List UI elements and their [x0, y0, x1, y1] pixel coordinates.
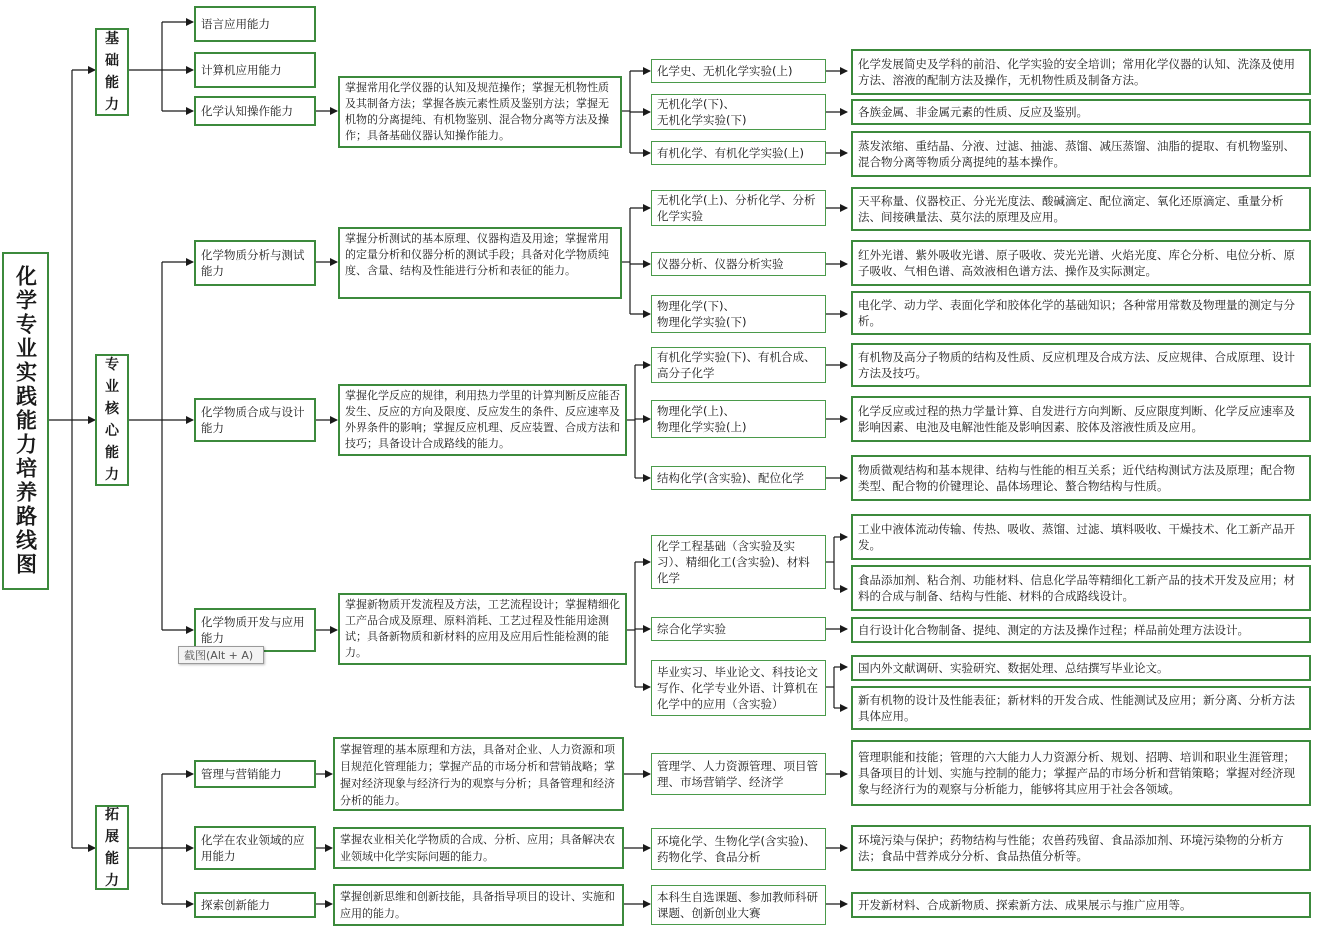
course-c3-text: 有机化学、有机化学实验(上) [657, 146, 804, 160]
content-d13-text: 国内外文献调研、实验研究、数据处理、总结撰写毕业论文。 [858, 661, 1169, 675]
goal-synthesis [338, 384, 627, 456]
content-d17-text: 开发新材料、合成新物质、探索新方法、成果展示与推广应用等。 [858, 898, 1192, 912]
content-d17 [851, 892, 1311, 918]
content-d6-text: 电化学、动力学、表面化学和胶体化学的基础知识；各种常用常数及物理量的测定与分析。 [858, 298, 1295, 328]
content-d14 [851, 686, 1311, 730]
course-c14-text: 环境化学、生物化学(含实验)、药物化学、食品分析 [657, 834, 816, 864]
diagram-title [2, 252, 49, 590]
ability-innov [194, 892, 316, 918]
ability-lang [194, 6, 316, 42]
course-c8-text: 物理化学(上)、 物理化学实验(上) [657, 404, 747, 434]
goal-develop-text: 掌握新物质开发流程及方法，工艺流程设计；掌握精细化工产品合成及原理、原料消耗、工艺过程及性能用途测试；具备新物质和新材料的应用及应用后性能检测的能力。 [345, 598, 620, 659]
level1-ext-label: 拓展能力 [105, 806, 119, 889]
course-c11-text: 综合化学实验 [657, 622, 726, 636]
course-c12 [651, 660, 826, 716]
course-c13 [651, 753, 826, 795]
level1-core-label: 专业核心能力 [105, 357, 119, 483]
content-d15-text: 管理职能和技能；管理的六大能力人力资源分析、规划、招聘、培训和职业生涯管理；具备项目的计划、实施与控制的能力；掌握产品的市场分析和营销策略；掌握对经济现象与经济行为的观察与分析能力，能够将其应用于社会各领域。 [858, 750, 1295, 796]
ability-lang-label: 语言应用能力 [201, 17, 270, 31]
diagram-title-text: 化学专业实践能力培养路线图 [13, 265, 38, 577]
course-c1 [651, 59, 826, 83]
ability-analysis-label: 化学物质分析与测试能力 [201, 248, 305, 278]
course-c9-text: 结构化学(含实验)、配位化学 [657, 471, 804, 485]
course-c4-text: 无机化学(上)、分析化学、分析化学实验 [657, 193, 816, 223]
goal-develop [338, 593, 627, 665]
course-c3 [651, 141, 826, 165]
course-c7 [651, 347, 826, 383]
course-c5-text: 仪器分析、仪器分析实验 [657, 257, 784, 271]
course-c8 [651, 400, 826, 438]
content-d13 [851, 655, 1311, 681]
course-c12-text: 毕业实习、毕业论文、科技论文写作、化学专业外语、计算机在化学中的应用（含实验） [657, 665, 818, 711]
content-d16-text: 环境污染与保护；药物结构与性能；农兽药残留、食品添加剂、环境污染物的分析方法；食品中营养成分分析、食品热值分析等。 [858, 833, 1284, 863]
content-d2 [851, 99, 1311, 125]
goal-innov [333, 884, 624, 926]
content-d5-text: 红外光谱、紫外吸收光谱、原子吸收、荧光光谱、火焰光度、库仑分析、电位分析、原子吸收、气相色谱、高效液相色谱方法、操作及实际测定。 [858, 248, 1295, 278]
content-d11-text: 食品添加剂、粘合剂、功能材料、信息化学品等精细化工新产品的技术开发及应用；材料的合成与制备、结构与性能、材料的合成路线设计。 [858, 573, 1295, 603]
ability-develop-label: 化学物质开发与应用能力 [201, 615, 305, 645]
goal-analysis-text: 掌握分析测试的基本原理、仪器构造及用途；掌握常用的定量分析和仪器分析的测试手段；具备对化学物质纯度、含量、结构及性能进行分析和表征的能力。 [345, 232, 609, 277]
ability-synthesis-label: 化学物质合成与设计能力 [201, 405, 305, 435]
course-c14 [651, 828, 826, 870]
content-d1-text: 化学发展简史及学科的前沿、化学实验的安全培训；常用化学仪器的认知、洗涤及使用方法、溶液的配制方法及操作，无机物性质及制备方法。 [858, 57, 1295, 87]
ability-operate [194, 96, 316, 126]
level1-core [95, 354, 129, 486]
content-d10 [851, 514, 1311, 560]
content-d1 [851, 49, 1311, 95]
content-d16 [851, 825, 1311, 871]
goal-agri [333, 827, 624, 869]
course-c9 [651, 466, 826, 490]
ability-analysis [194, 240, 316, 286]
ability-innov-label: 探索创新能力 [201, 898, 270, 912]
ability-computer-label: 计算机应用能力 [201, 63, 282, 77]
content-d8 [851, 396, 1311, 442]
content-d7 [851, 343, 1311, 387]
ability-synthesis [194, 398, 316, 442]
course-c2 [651, 94, 826, 130]
content-d12 [851, 617, 1311, 643]
content-d11 [851, 565, 1311, 611]
goal-synthesis-text: 掌握化学反应的规律，利用热力学里的计算判断反应能否发生、反应的方向及限度、反应发生的条件、反应速率及外界条件的影响；掌握反应机理、反应装置、合成方法和技巧；具备设计合成路线的能力。 [345, 389, 620, 450]
course-c2-text: 无机化学(下)、 无机化学实验(下) [657, 97, 747, 127]
content-d7-text: 有机物及高分子物质的结构及性质、反应机理及合成方法、反应规律、合成原理、设计方法及技巧。 [858, 350, 1295, 380]
goal-operate-text: 掌握常用化学仪器的认知及规范操作；掌握无机物性质及其制备方法；掌握各族元素性质及鉴别方法；掌握无机物的分离提纯、有机物鉴别、混合物分离等方法及操作；具备基础仪器认知操作能力。 [345, 81, 609, 142]
course-c5 [651, 252, 826, 276]
goal-operate [338, 76, 622, 148]
content-d12-text: 自行设计化合物制备、提纯、测定的方法及操作过程；样品前处理方法设计。 [858, 623, 1249, 637]
level1-ext [95, 805, 129, 890]
goal-manage [333, 737, 624, 811]
content-d6 [851, 291, 1311, 335]
level1-basic-label: 基础能力 [105, 31, 119, 113]
course-c10 [651, 535, 826, 589]
content-d10-text: 工业中液体流动传输、传热、吸收、蒸馏、过滤、填料吸收、干燥技术、化工新产品开发。 [858, 522, 1295, 552]
goal-analysis [338, 227, 622, 299]
ability-agri [194, 826, 316, 870]
course-c6-text: 物理化学(下)、 物理化学实验(下) [657, 299, 747, 329]
course-c4 [651, 190, 826, 226]
goal-manage-text: 掌握管理的基本原理和方法，具备对企业、人力资源和项目规范化管理能力；掌握产品的市场分析和营销战略；掌握对经济现象与经济行为的观察与分析；具备管理和经济分析的能力。 [340, 743, 615, 807]
course-c11 [651, 617, 826, 641]
content-d4 [851, 187, 1311, 231]
course-c15 [651, 885, 826, 925]
content-d2-text: 各族金属、非金属元素的性质、反应及鉴别。 [858, 105, 1088, 119]
content-d14-text: 新有机物的设计及性能表征；新材料的开发合成、性能测试及应用；新分离、分析方法具体应用。 [858, 693, 1295, 723]
screenshot-tooltip-text: 截图(Alt + A) [184, 649, 254, 662]
ability-agri-label: 化学在农业领域的应用能力 [201, 833, 305, 863]
content-d4-text: 天平称量、仪器校正、分光光度法、酸碱滴定、配位滴定、氧化还原滴定、重量分析法、间接碘量法、莫尔法的原理及应用。 [858, 194, 1284, 224]
course-c6 [651, 295, 826, 333]
course-c1-text: 化学史、无机化学实验(上) [657, 64, 793, 78]
course-c10-text: 化学工程基础（含实验及实习）、精细化工(含实验)、材料化学 [657, 539, 810, 585]
course-c13-text: 管理学、人力资源管理、项目管理、市场营销学、经济学 [657, 759, 818, 789]
goal-innov-text: 掌握创新思维和创新技能，具备指导项目的设计、实施和应用的能力。 [340, 890, 615, 920]
ability-manage-label: 管理与营销能力 [201, 767, 282, 781]
ability-manage [194, 760, 316, 788]
goal-agri-text: 掌握农业相关化学物质的合成、分析、应用；具备解决农业领域中化学实际问题的能力。 [340, 833, 615, 863]
ability-computer [194, 52, 316, 88]
course-c7-text: 有机化学实验(下)、有机合成、高分子化学 [657, 350, 816, 380]
content-d9 [851, 455, 1311, 501]
content-d3-text: 蒸发浓缩、重结晶、分液、过滤、抽滤、蒸馏、减压蒸馏、油脂的提取、有机物鉴别、混合物分离等物质分离提纯的基本操作。 [858, 139, 1295, 169]
course-c15-text: 本科生自选课题、参加教师科研课题、创新创业大赛 [657, 890, 818, 920]
content-d5 [851, 240, 1311, 286]
level1-basic [95, 28, 129, 116]
ability-operate-label: 化学认知操作能力 [201, 104, 293, 118]
content-d15 [851, 740, 1311, 806]
content-d9-text: 物质微观结构和基本规律、结构与性能的相互关系；近代结构测试方法及原理；配合物类型、配合物的价键理论、晶体场理论、螯合物结构与性质。 [858, 463, 1295, 493]
screenshot-tooltip [178, 646, 264, 664]
content-d8-text: 化学反应或过程的热力学量计算、自发进行方向判断、反应限度判断、化学反应速率及影响因素、电池及电解池性能及影响因素、胶体及溶液性质及应用。 [858, 404, 1295, 434]
content-d3 [851, 131, 1311, 177]
